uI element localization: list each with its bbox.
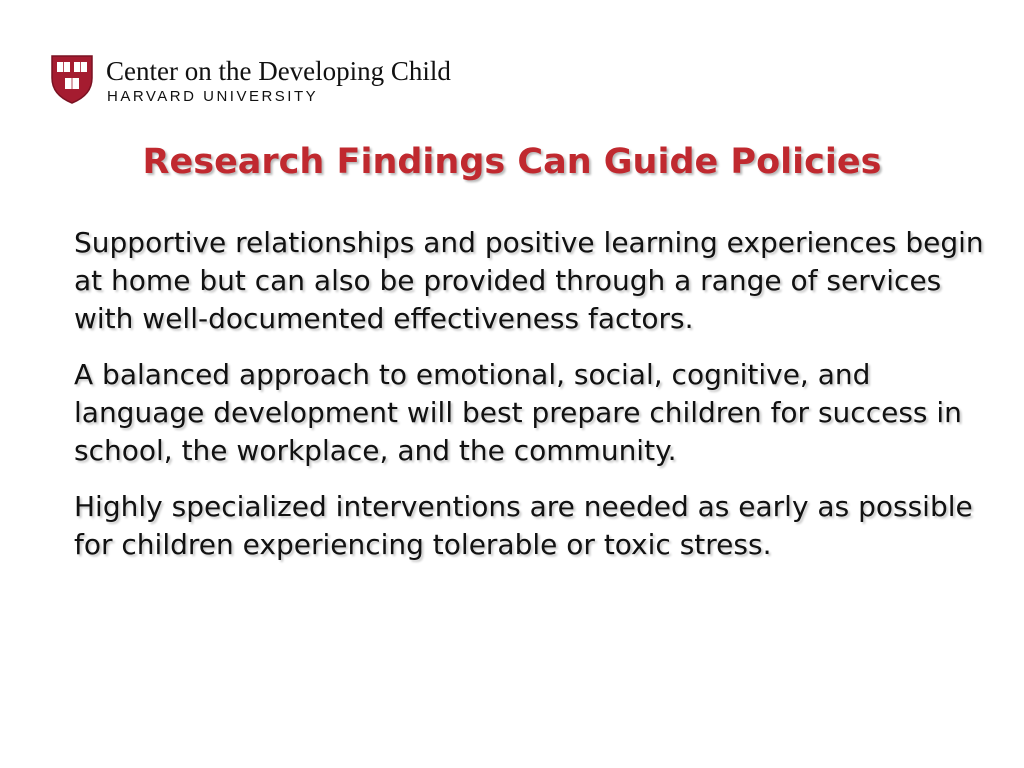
paragraph-balanced-approach: A balanced approach to emotional, social, cognitive, and language development will best prepare children for success in school, the workplace, and the community.: [74, 358, 962, 467]
slide-title: Research Findings Can Guide Policies: [142, 142, 882, 182]
harvard-shield-logo: [50, 54, 94, 104]
organization-name: Center on the Developing Child: [106, 56, 451, 86]
slide-body: [74, 224, 986, 582]
paragraph-specialized-interventions: Highly specialized interventions are needed as early as possible for children experiencing tolerable or toxic stress.: [74, 490, 973, 561]
organization-subtitle: HARVARD UNIVERSITY: [107, 88, 319, 105]
paragraph-supportive-relationships: Supportive relationships and positive learning experiences begin at home but can also be provided through a range of services with well-documented effectiveness factors.: [74, 226, 984, 335]
